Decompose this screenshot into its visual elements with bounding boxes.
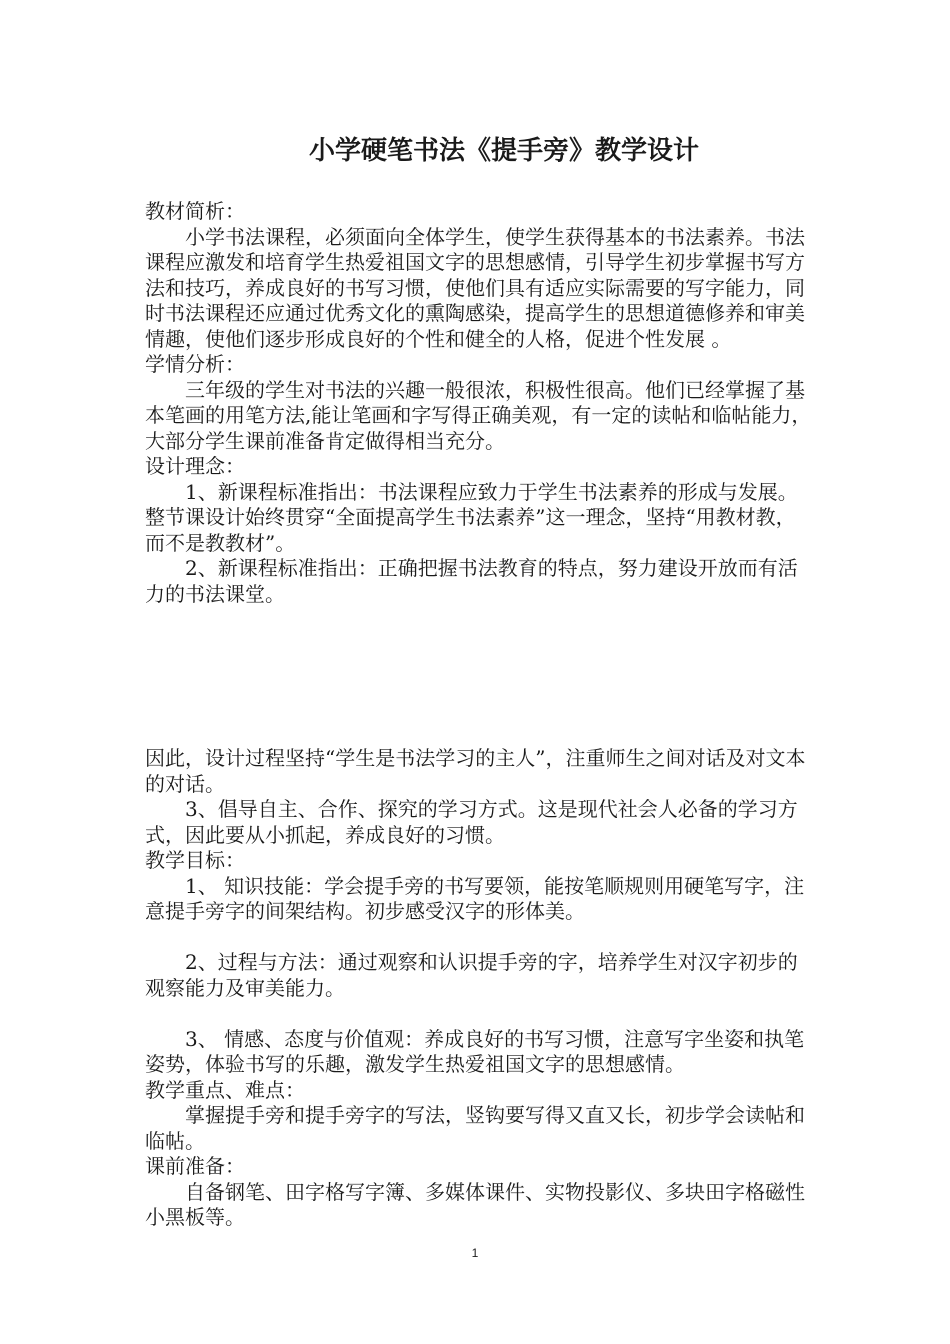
upper-text-block [145,199,813,607]
concept-item-3: 3、倡导自主、合作、探究的学习方式。这是现代社会人必备的学习方式，因此要从小抓起，养成良好的习惯。 [145,797,798,847]
concept-heading: 设计理念： [145,454,245,478]
keypoints-heading: 教学重点、难点： [145,1077,305,1102]
students-heading: 学情分析： [145,352,245,376]
page-number: 1 [471,1246,479,1260]
concept-item-2-continued: 因此，设计过程坚持“学生是书法学习的主人”，注重师生之间对话及对文本的对话。 [145,746,806,796]
spacer [145,925,813,951]
goals-item-1: 1、 知识技能：学会提手旁的书写要领，能按笔顺规则用硬笔写字，注意提手旁字的间架结构。初步感受汉字的形体美。 [145,873,805,923]
students-body: 三年级的学生对书法的兴趣一般很浓，积极性很高。他们已经掌握了基本笔画的用笔方法,能让笔画和字写得正确美观，有一定的读帖和临帖能力，大部分学生课前准备肯定做得相当充分。 [145,377,812,453]
goals-item-2: 2、过程与方法：通过观察和认识提手旁的字，培养学生对汉字初步的观察能力及审美能力。 [145,950,798,1000]
lower-text-block [145,746,813,1231]
preparation-body: 自备钢笔、田字格写字簿、多媒体课件、实物投影仪、多块田字格磁性小黑板等。 [145,1179,805,1229]
goals-item-3: 3、 情感、态度与价值观：养成良好的书写习惯，注意写字坐姿和执笔姿势，体验书写的乐趣，激发学生热爱祖国文字的思想感情。 [145,1026,805,1076]
keypoints-body: 掌握提手旁和提手旁字的写法，竖钩要写得又直又长，初步学会读帖和临帖。 [145,1103,805,1153]
textbook-body: 小学书法课程，必须面向全体学生，使学生获得基本的书法素养。书法课程应激发和培育学生热爱祖国文字的思想感情，引导学生初步掌握书写方法和技巧，养成良好的书写习惯，使他们具有适应实际需要的写字能力，同时书法课程还应通过优秀文化的熏陶感染，提高学生的思想道德修养和审美情趣，使他们逐步形成良好的个性和健全的人格，促进个性发展 。 [145,224,805,351]
goals-heading: 教学目标： [145,848,245,872]
spacer [145,1001,813,1027]
preparation-heading: 课前准备： [145,1154,245,1178]
concept-item-2: 2、新课程标准指出：正确把握书法教育的特点，努力建设开放而有活力的书法课堂。 [145,556,798,606]
textbook-heading: 教材简析： [145,199,245,223]
document-title: 小学硬笔书法《提手旁》教学设计 [308,136,699,166]
concept-item-1: 1、新课程标准指出：书法课程应致力于学生书法素养的形成与发展。整节课设计始终贯穿“全面提高学生书法素养”这一理念，坚持“用教材教，而不是教教材”。 [145,479,798,555]
